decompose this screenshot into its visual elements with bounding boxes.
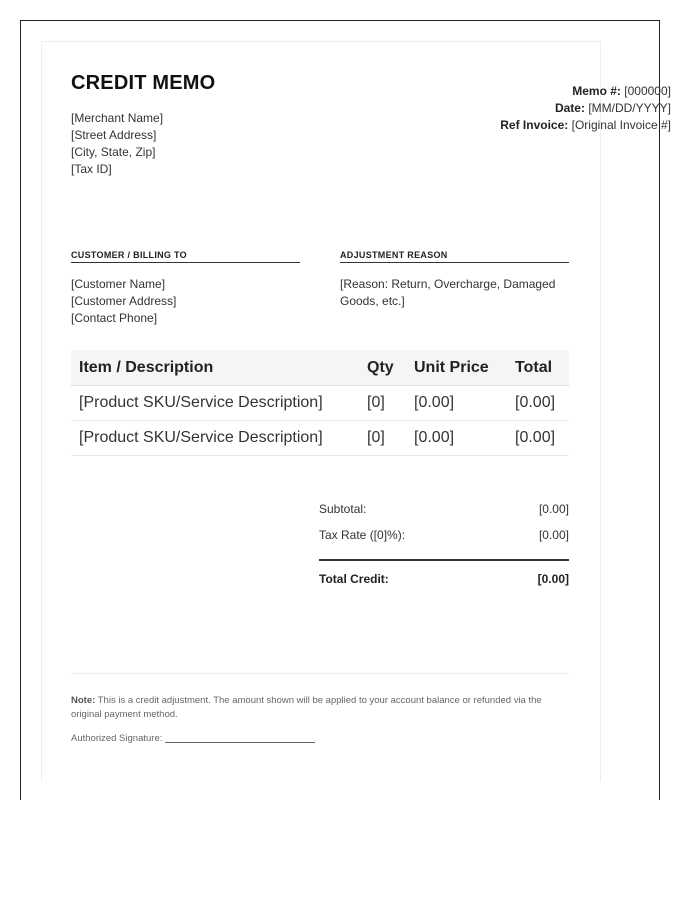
merchant-street: [Street Address] xyxy=(71,128,157,142)
table-row xyxy=(71,386,569,421)
customer-heading: CUSTOMER / BILLING TO xyxy=(71,250,300,263)
ref-invoice-value: [Original Invoice #] xyxy=(571,118,671,132)
merchant-name: [Merchant Name] xyxy=(71,111,164,125)
note-text: This is a credit adjustment. The amount shown will be applied to your account balance or refunded via the original payment method. xyxy=(71,695,542,720)
footer-divider xyxy=(71,673,569,674)
customer-section xyxy=(71,250,300,327)
customer-phone: [Contact Phone] xyxy=(71,311,158,325)
memo-meta xyxy=(500,83,671,134)
items-header-row xyxy=(71,350,569,386)
col-header-unit-price: Unit Price xyxy=(406,350,507,386)
tax-value: [0.00] xyxy=(538,528,569,542)
memo-date-row xyxy=(500,100,671,117)
col-header-description: Item / Description xyxy=(71,350,359,386)
total-credit-label: Total Credit: xyxy=(319,572,389,586)
note-label: Note: xyxy=(71,695,96,706)
item-description: [Product SKU/Service Description] xyxy=(71,386,359,421)
ref-invoice-label: Ref Invoice: xyxy=(500,118,569,132)
merchant-tax-id: [Tax ID] xyxy=(71,162,112,176)
item-total: [0.00] xyxy=(507,421,569,456)
merchant-city: [City, State, Zip] xyxy=(71,145,156,159)
customer-name: [Customer Name] xyxy=(71,277,166,291)
subtotal-label: Subtotal: xyxy=(319,502,367,516)
item-total: [0.00] xyxy=(507,386,569,421)
footer-note xyxy=(71,694,571,722)
item-description: [Product SKU/Service Description] xyxy=(71,421,359,456)
merchant-info xyxy=(71,110,163,178)
items-table xyxy=(71,350,569,456)
document-title: CREDIT MEMO xyxy=(71,72,216,94)
item-unit-price: [0.00] xyxy=(406,421,507,456)
customer-details xyxy=(71,276,300,327)
subtotal-value: [0.00] xyxy=(538,502,569,516)
adjustment-reason: [Reason: Return, Overcharge, Damaged Goods, etc.] xyxy=(340,277,556,308)
signature-line xyxy=(165,742,315,743)
item-qty: [0] xyxy=(359,421,406,456)
adjustment-heading: ADJUSTMENT REASON xyxy=(340,250,569,263)
adjustment-section xyxy=(340,250,569,310)
col-header-total: Total xyxy=(507,350,569,386)
memo-number-row xyxy=(500,83,671,100)
total-divider xyxy=(319,559,569,561)
tax-label: Tax Rate ([0]%): xyxy=(319,528,406,542)
col-header-qty: Qty xyxy=(359,350,406,386)
ref-invoice-row xyxy=(500,117,671,134)
signature-label: Authorized Signature: xyxy=(71,733,163,744)
total-credit-value: [0.00] xyxy=(537,572,569,586)
item-qty: [0] xyxy=(359,386,406,421)
item-unit-price: [0.00] xyxy=(406,386,507,421)
signature-area xyxy=(71,733,315,744)
memo-date-label: Date: xyxy=(554,101,585,115)
memo-date-value: [MM/DD/YYYY] xyxy=(588,101,671,115)
memo-number-value: [000000] xyxy=(624,84,671,98)
table-row xyxy=(71,421,569,456)
customer-address: [Customer Address] xyxy=(71,294,177,308)
memo-number-label: Memo #: xyxy=(572,84,621,98)
totals-block xyxy=(319,502,569,592)
